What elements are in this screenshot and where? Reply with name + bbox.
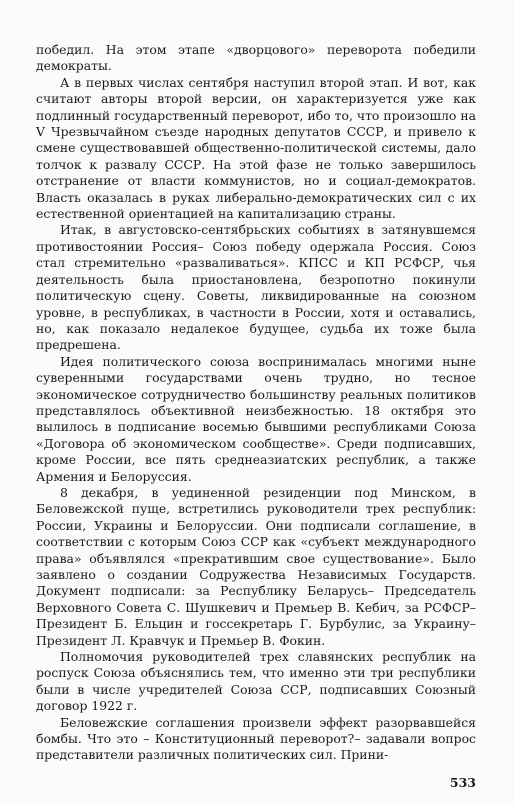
paragraph-2: А в первых числах сентября наступил второй этап. И вот, как считают авторы второй версии, он характеризуется уже как подлинный государственный переворот, ибо то, что произошло на V Чрезвычайном съезде народных депутатов СССР, и привело к смене существовавшей общественно-политической системы, дало толчок к развалу СССР. На этой фазе не только завершилось отстранение от власти коммунистов, но и социал-демократов. Власть оказалась в руках либерально-демократических сил с их естественной ориентацией на капитализацию страны.: [36, 74, 476, 222]
page-number: 533: [449, 775, 476, 790]
paragraph-5: 8 декабря, в уединенной резиденции под Минском, в Беловежской пуще, встретились руководители трех республик: России, Украины и Белоруссии. Они подписали соглашение, в соответствии с которым Союз ССР как «субъект международного права» объявлялся «прекратившим свое существование». Было заявлено о создании Содружества Независимых Государств. Документ подписали: за Республику Беларусь– Председатель Верховного Совета С. Шушкевич и Премьер В. Кебич, за РСФСР– Президент Б. Ельцин и госсекретарь Г. Бурбулис, за Украину– Президент Л. Кравчук и Премьер В. Фокин.: [36, 484, 476, 648]
paragraph-4: Идея политического союза воспринималась многими ныне суверенными государствами очень трудно, но тесное экономическое сотрудничество большинству реальных политиков представлялось объективной неизбежностью. 18 октября это вылилось в подписание восемью бывшими республиками Союза «Договора об экономическом сообществе». Среди подписавших, кроме России, все пять среднеазиатских республик, а также Армения и Белоруссия.: [36, 353, 476, 484]
paragraph-7: Беловежские соглашения произвели эффект разорвавшейся бомбы. Что это – Конституционный переворот?– задавали вопрос представители различных политических сил. Прини-: [36, 714, 476, 763]
body-text: [36, 42, 476, 764]
paragraph-3: Итак, в августовско-сентябрьских событиях в затянувшемся противостоянии Россия– Союз победу одержала Россия. Союз стал стремительно «разваливаться». КПСС и КП РСФСР, чья деятельность была приостановлена, безропотно покинули политическую сцену. Советы, ликвидированные на союзном уровне, в республиках, в частности в России, хотя и оставались, но, как показало недалекое будущее, судьба их тоже была предрешена.: [36, 222, 476, 353]
paragraph-1: победил. На этом этапе «дворцового» переворота победили демократы.: [36, 42, 476, 74]
paragraph-6: Полномочия руководителей трех славянских республик на роспуск Союза объяснялись тем, что именно эти три республики были в числе учредителей Союза ССР, подписавших Союзный договор 1922 г.: [36, 649, 476, 714]
